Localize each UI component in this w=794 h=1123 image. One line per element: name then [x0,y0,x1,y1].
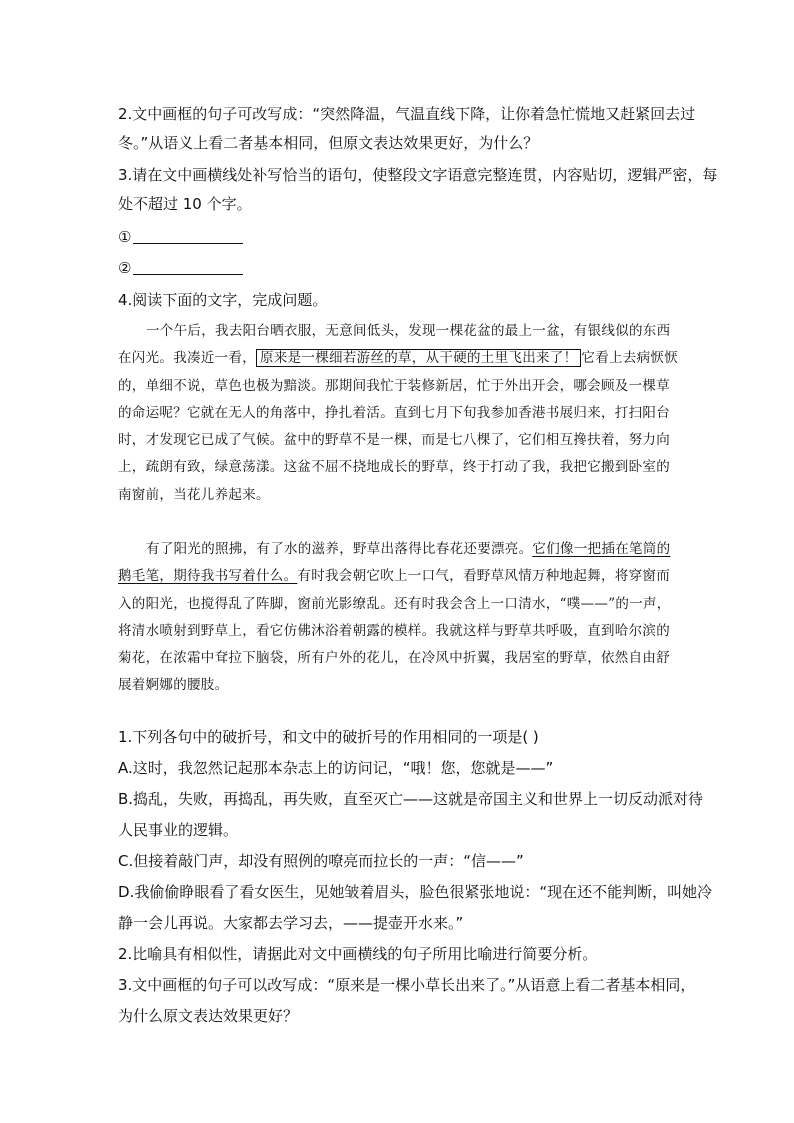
passage-p1-line-5: 时，才发现它已成了气候。盆中的野草不是一棵，而是七八棵了，它们相互搀扶着，努力向 [118,432,670,449]
passage-p2-line-1-start: 有了阳光的照拂，有了水的滋养，野草出落得比春花还要漂亮。 [146,541,533,557]
passage-p1-line-3: 的，单细不说，草色也极为黯淡。那期间我忙于装修新居，忙于外出开会，哪会顾及一棵草 [118,377,670,394]
passage-p2-line-4: 将清水喷射到野草上，看它仿佛沐浴着朝露的模样。我就这样与野草共呼吸，直到哈尔滨的 [118,622,670,639]
passage-p2-line-5: 菊花，在浓霜中耷拉下脑袋，所有户外的花儿，在冷风中折翼，我居室的野草，依然自由舒 [118,650,670,667]
passage-p2-line-2 [118,563,676,590]
answer-blank-2-number: ② [118,259,132,277]
passage-paragraph-1 [118,318,679,509]
passage-p1-line-2 [118,345,679,372]
option-a: A.这时，我忽然记起那本杂志上的访问记，“哦！您，您就是——” [118,759,554,777]
answer-blank-1 [118,227,243,247]
passage-p1-line-7: 南窗前，当花儿养起来。 [118,486,270,503]
answer-blank-1-line[interactable] [133,227,243,244]
sub3-line-2: 为什么原文表达效果更好？ [118,1007,299,1025]
option-b-line-1: B.捣乱，失败，再捣乱，再失败，直至灭亡——这就是帝国主义和世界上一切反动派对待 [118,790,704,808]
option-c: C.但接着敲门声，却没有照例的嘹亮而拉长的一声：“信——” [118,852,524,870]
passage-p2-line-6: 展着婀娜的腰肢。 [118,677,229,694]
option-b-line-2: 人民事业的逻辑。 [118,821,239,839]
passage-p2-line-3: 入的阳光，也搅得乱了阵脚，窗前光影缭乱。还有时我会含上一口清水，“噗——”的一声， [118,595,671,612]
answer-blank-2 [118,258,243,278]
sub3-line-1: 3.文中画框的句子可以改写成：“原来是一棵小草长出来了。”从语意上看二者基本相同， [118,976,696,994]
q3-line-1: 3.请在文中画横线处补写恰当的语句，使整段文字语意完整连贯，内容贴切，逻辑严密，每 [118,166,718,184]
underlined-sentence-part-2: 鹅毛笔，期待我书写着什么。 [118,568,298,585]
option-d-line-1: D.我偷偷睁眼看了看女医生，见她皱着眉头，脸色很紧张地说：“现在还不能判断，叫她冷 [118,883,713,901]
underlined-sentence-part-1: 它们像一把插在笔筒的 [532,541,671,557]
q3-line-2: 处不超过 10 个字。 [118,195,252,213]
boxed-sentence: 原来是一棵细若游丝的草，从干硬的土里飞出来了！ [256,349,581,367]
passage-p1-line-6: 上，疏朗有致，绿意荡漾。这盆不屈不挠地成长的野草，终于打动了我，我把它搬到卧室的 [118,459,670,476]
passage-p1-line-2-start: 在闪光。我凑近一看， [118,350,256,367]
answer-blank-1-number: ① [118,228,132,246]
sub2-question: 2.比喻具有相似性，请据此对文中画横线的句子所用比喻进行简要分析。 [118,945,598,963]
sub1-stem: 1.下列各句中的破折号，和文中的破折号的作用相同的一项是( ) [118,728,539,746]
passage-paragraph-2 [118,536,676,700]
q4-title: 4.阅读下面的文字，完成问题。 [118,291,328,309]
passage-p2-line-1 [118,536,676,563]
passage-p1-line-2-end: 它看上去病恹恹 [581,350,679,367]
option-d-line-2: 静一会儿再说。大家都去学习去，——提壶开水来。” [118,914,464,932]
answer-blank-2-line[interactable] [133,258,243,275]
q2-line-1: 2.文中画框的句子可改写成：“突然降温，气温直线下降，让你着急忙慌地又赶紧回去过 [118,105,696,123]
passage-p2-line-2-end: 有时我会朝它吹上一口气，看野草风情万种地起舞，将穿窗而 [297,568,671,585]
q2-line-2: 冬。”从语义上看二者基本相同，但原文表达效果更好，为什么？ [118,134,539,152]
passage-p1-line-1: 一个午后，我去阳台晒衣服，无意间低头，发现一棵花盆的最上一盆，有银线似的东西 [146,323,671,339]
passage-p1-line-4: 的命运呢？它就在无人的角落中，挣扎着活。直到七月下旬我参加香港书展归来，打扫阳台 [118,404,670,421]
